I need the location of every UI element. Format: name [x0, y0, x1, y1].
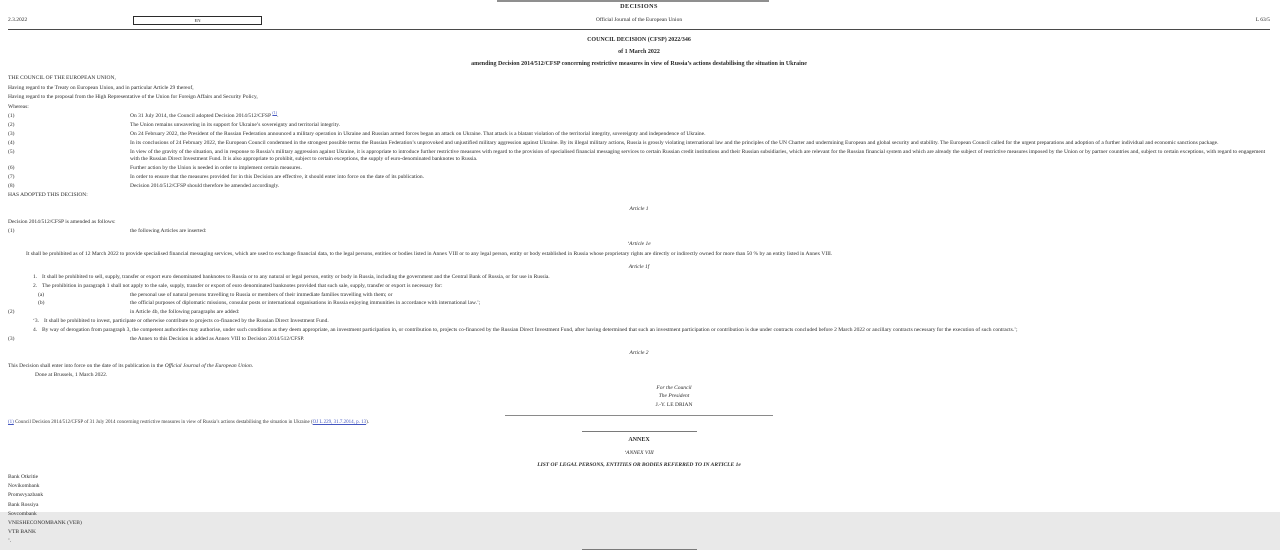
- section-divider-line: [497, 0, 769, 2]
- point-letter: (a): [38, 291, 45, 298]
- point-text: the official purposes of diplomatic missions, consular posts or international organisations in Russia enjoying immunities in accordance with international law.’;: [130, 300, 481, 307]
- paragraph-number: 2.: [33, 282, 38, 289]
- paragraph-text: The prohibition in paragraph 1 shall not apply to the sale, supply, transfer or export of euro denominated banknotes provided that such sale, supply, transfer or export is necessary for:: [42, 282, 443, 289]
- whereas-number: (2): [8, 121, 15, 128]
- amendment-point-3: [8, 336, 1270, 343]
- bank-list-item: Bank Rossiya: [8, 501, 39, 508]
- whereas-item-3: [8, 131, 1270, 138]
- header-rule: [8, 29, 1270, 30]
- page-reference: L 63/5: [1255, 17, 1270, 24]
- point-text: the following Articles are inserted:: [130, 227, 207, 234]
- point-number: (2): [8, 309, 15, 316]
- entry-text-post: .: [251, 362, 254, 369]
- preamble-regard-2: Having regard to the proposal from the High Representative of the Union for Foreign Affairs and Security Policy,: [8, 94, 258, 101]
- bank-list-item: Promsvyazbank: [8, 492, 44, 499]
- decision-date: of 1 March 2022: [618, 49, 660, 56]
- whereas-text: On 24 February 2022, the President of the Russian Federation announced a military operation in Ukraine and Russian armed forces began an attack on Ukraine. That attack is a blatant violation of the territorial integrity, sovereignty and independence of Ukraine.: [130, 130, 706, 137]
- article-2-heading: Article 2: [629, 350, 649, 357]
- entry-into-force: [8, 363, 1270, 370]
- bank-list-item: Sovcombank: [8, 510, 37, 517]
- whereas-text-main: On 31 July 2014, the Council adopted Decision 2014/512/CFSP: [130, 112, 272, 119]
- bank-list-item: VTB BANK: [8, 528, 36, 535]
- whereas-text: The Union remains unwavering in its support for Ukraine’s sovereignty and territorial integrity.: [130, 121, 340, 128]
- footnote-ref-link[interactable]: (1): [272, 109, 278, 115]
- paragraph-text: It shall be prohibited to invest, participate or otherwise contribute to projects co-financed by the Russian Direct Investment Fund.: [44, 318, 329, 325]
- whereas-text: [130, 109, 1270, 120]
- article-1f-paragraph-1: [33, 274, 1270, 281]
- footnote-number-link[interactable]: (1): [8, 420, 14, 426]
- whereas-item-2: [8, 122, 1270, 129]
- page-header: [8, 16, 1270, 25]
- footnote-tail: ).: [366, 420, 370, 426]
- signature-block: [618, 385, 730, 410]
- paragraph-number: 4.: [33, 327, 38, 334]
- adopted-clause: HAS ADOPTED THIS DECISION:: [8, 192, 88, 199]
- preamble-council: THE COUNCIL OF THE EUROPEAN UNION,: [8, 74, 116, 81]
- whereas-text: Decision 2014/512/CFSP should therefore be amended accordingly.: [130, 182, 280, 189]
- whereas-item-5: [8, 149, 1270, 164]
- journal-title: Official Journal of the European Union: [595, 17, 683, 24]
- decision-title: COUNCIL DECISION (CFSP) 2022/346: [587, 37, 691, 44]
- entry-text-pre: This Decision shall enter into force on the date of its publication in the: [8, 362, 165, 369]
- decision-subtitle: amending Decision 2014/512/CFSP concerning restrictive measures in view of Russia’s actions destabilising the situation in Ukraine: [471, 61, 807, 67]
- article-1f-point-a: [38, 292, 1270, 299]
- paragraph-number: 1.: [33, 273, 38, 280]
- article-4b-paragraph-3: [33, 318, 1270, 325]
- whereas-text: In its conclusions of 24 February 2022, the European Council condemned in the strongest possible terms the Russian Federation’s unprovoked and unjustified military aggression against Ukraine. By its illegal military actions, Russia is grossly violating international law and the principles of the UN Charter and undermining European and global security and stability. The European Council called for the urgent preparations and adoption of a further individual and economic sanctions package.: [130, 139, 1219, 146]
- whereas-text-tail: .: [277, 112, 279, 119]
- footnote-text: Council Decision 2014/512/CFSP of 31 July 2014 concerning restrictive measures in view of Russia’s actions destabilising the situation in Ukraine (: [13, 420, 313, 426]
- whereas-number: (7): [8, 173, 15, 180]
- point-number: (3): [8, 336, 15, 343]
- point-text: the Annex to this Decision is added as Annex VIII to Decision 2014/512/CFSP.: [130, 336, 305, 343]
- whereas-item-4: [8, 140, 1270, 147]
- inserted-article-1e-heading: ‘Article 1e: [627, 240, 651, 247]
- annex-heading: ‘ANNEX VIII: [624, 449, 654, 456]
- whereas-number: (5): [8, 148, 15, 155]
- paragraph-number: ‘3.: [33, 318, 39, 325]
- annex-subheading: LIST OF LEGAL PERSONS, ENTITIES OR BODIES REFERRED TO IN ARTICLE 1e: [537, 461, 741, 468]
- whereas-text: Further action by the Union is needed in order to implement certain measures.: [130, 164, 302, 171]
- article-1-heading: Article 1: [629, 206, 649, 213]
- bank-list-item: Novikombank: [8, 483, 40, 490]
- signature-president: The President: [658, 393, 690, 400]
- issue-date: 2.3.2022: [8, 17, 28, 24]
- annex-closing-quote: ’.: [8, 538, 12, 545]
- inserted-article-1e-text: It shall be prohibited as of 12 March 2022 to provide specialised financial messaging services, which are used to exchange financial data, to the legal persons, entities or bodies listed in Annex VIII or to any legal person, entity or body established in Russia whose proprietary rights are directly or indirectly owned for more than 50 % by an entity listed in Annex VIII.: [26, 250, 833, 257]
- language-code-box: EN: [133, 16, 262, 25]
- paragraph-text: By way of derogation from paragraph 3, the competent authorities may authorise, under such conditions as they deem appropriate, an investment participation in, or contribution to, projects co-financed by the Russian Direct Investment Fund, after having determined that such an investment participation or contribution is due under contracts concluded before 2 March 2022 or ancillary contracts necessary for the execution of such contracts.’;: [42, 327, 1018, 334]
- whereas-text: In view of the gravity of the situation, and in response to Russia’s military aggression against Ukraine, it is appropriate to introduce further restrictive measures with regard to the provision of specialised financial messaging services to certain Russian credit institutions and their Russian subsidiaries, which are relevant for the Russian financial system and which are already the subject of restrictive measures imposed by the Union or by partner countries and, subject to certain exceptions, with regard to engagement with the Russian Direct Investment Fund. It is also appropriate to prohibit, subject to certain exceptions, the supply of euro-denominated banknotes to Russia.: [130, 148, 1266, 162]
- point-text: in Article 4b, the following paragraphs are added:: [130, 309, 240, 316]
- whereas-number: (3): [8, 130, 15, 137]
- point-text: the personal use of natural persons travelling to Russia or members of their immediate families travelling with them; or: [130, 291, 393, 298]
- preamble-regard-1: Having regard to the Treaty on European Union, and in particular Article 29 thereof,: [8, 84, 194, 91]
- whereas-text: In order to ensure that the measures provided for in this Decision are effective, it should enter into force on the date of its publication.: [130, 173, 425, 180]
- whereas-label: Whereas:: [8, 103, 29, 110]
- point-number: (1): [8, 227, 15, 234]
- article-4b-paragraph-4: [33, 327, 1270, 334]
- whereas-number: (8): [8, 182, 15, 189]
- article-1f-paragraph-2: [33, 283, 1270, 290]
- section-label: DECISIONS: [620, 3, 658, 10]
- annex-separator-rule: [582, 431, 697, 432]
- amendment-point-1: [8, 228, 1270, 235]
- annex-label: ANNEX: [628, 436, 650, 443]
- whereas-number: (6): [8, 164, 15, 171]
- whereas-number: (4): [8, 139, 15, 146]
- point-letter: (b): [38, 300, 45, 307]
- whereas-number: (1): [8, 112, 15, 119]
- done-at: Done at Brussels, 1 March 2022.: [35, 372, 108, 379]
- whereas-item-6: [8, 165, 1270, 172]
- amendment-point-2: [8, 309, 1270, 316]
- article-1f-point-b: [38, 300, 1270, 307]
- oj-reference-link[interactable]: OJ L 229, 31.7.2014, p. 13: [312, 420, 367, 426]
- journal-name-italic: Official Journal of the European Union: [164, 362, 252, 369]
- bank-list: [8, 474, 1270, 545]
- whereas-item-7: [8, 174, 1270, 181]
- signature-rule: [505, 415, 773, 416]
- whereas-item-8: [8, 183, 1270, 190]
- footnote: [8, 420, 1270, 427]
- whereas-item-1: [8, 109, 1270, 120]
- bank-list-item: Bank Otkritie: [8, 474, 39, 481]
- signature-name: J.-Y. LE DRIAN: [655, 401, 693, 408]
- inserted-article-1f-heading: Article 1f: [628, 263, 650, 270]
- paragraph-text: It shall be prohibited to sell, supply, transfer or export euro denominated banknotes to Russia or to any natural or legal person, entity or body in Russia, including the government and the Central Bank of Russia, or for use in Russia.: [42, 273, 550, 280]
- signature-for-council: For the Council: [656, 384, 692, 391]
- bank-list-item: VNESHECONOMBANK (VEB): [8, 519, 82, 526]
- article-1-intro: Decision 2014/512/CFSP is amended as follows:: [8, 218, 116, 225]
